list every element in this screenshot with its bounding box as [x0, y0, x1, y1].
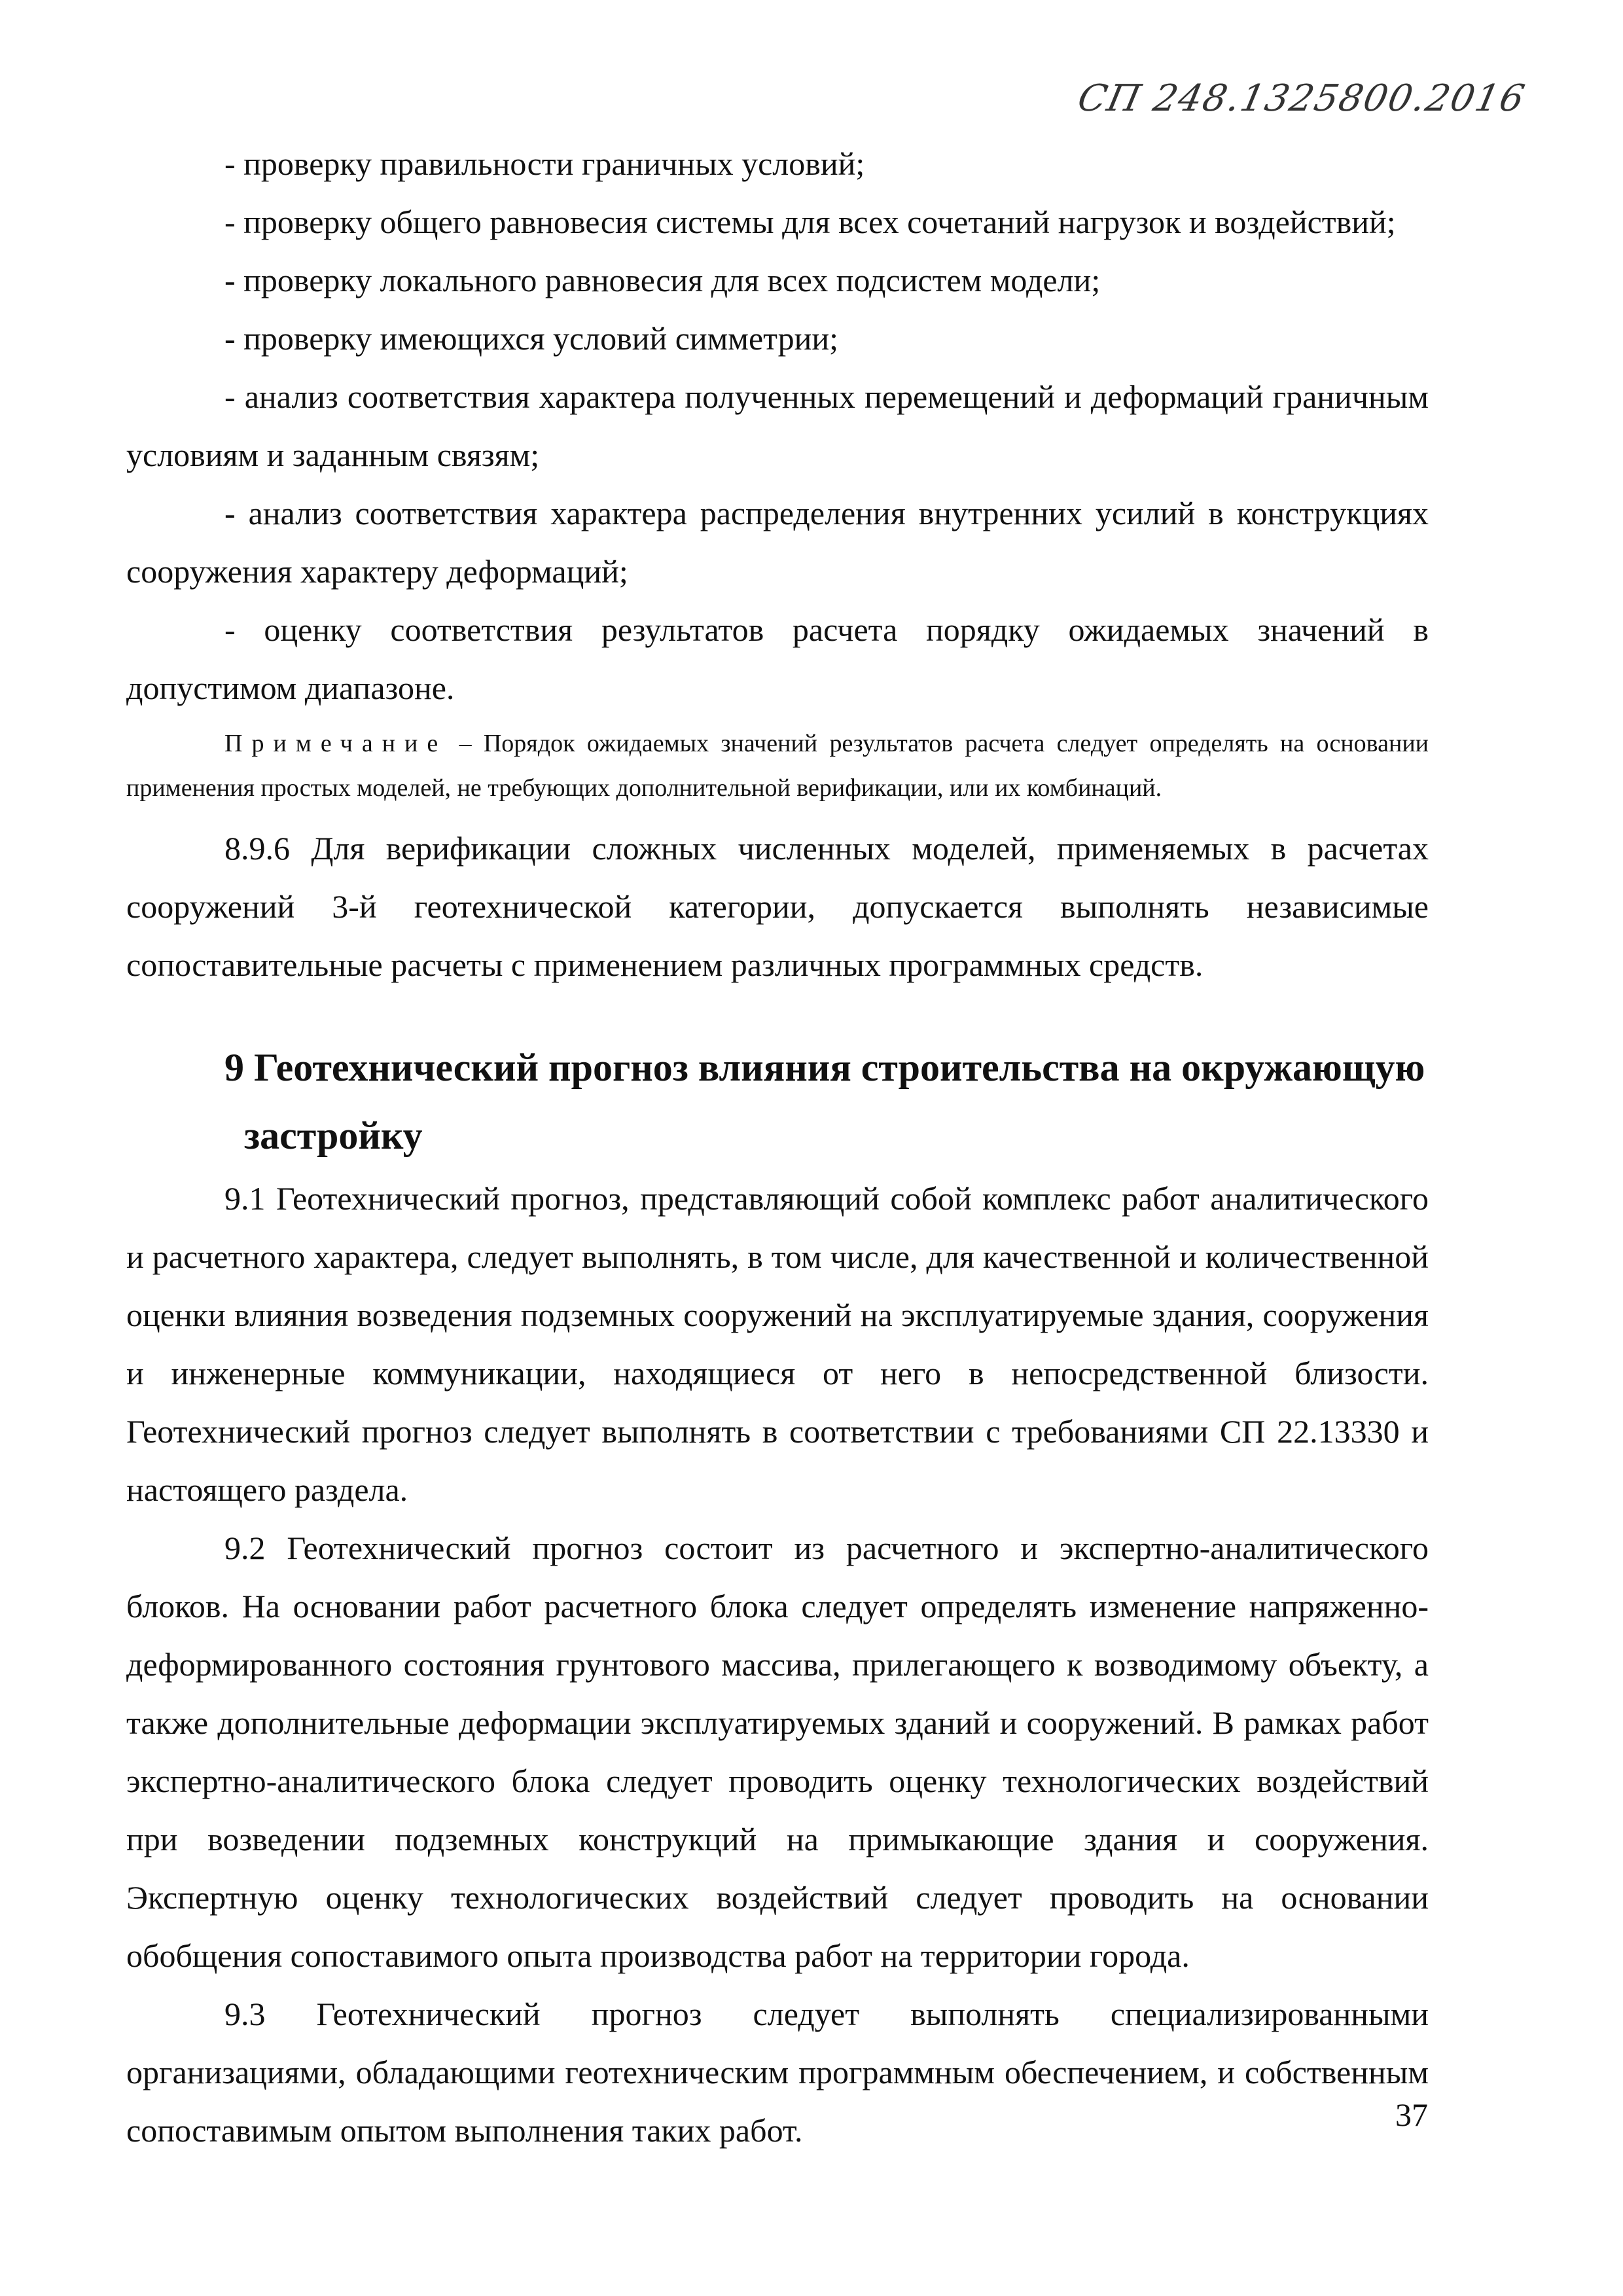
paragraph-8-9-6: 8.9.6 Для верификации сложных численных моделей, применяемых в расчетах сооружений 3-й геотехнической категории, допускается выполнять независимые сопоставительные расчеты с применением различных программных средств.	[126, 830, 1429, 983]
page-content	[126, 135, 1429, 2160]
list-item: - проверку имеющихся условий симметрии;	[224, 320, 839, 357]
handwritten-doc-code: СП 248.1325800.2016	[1074, 77, 1529, 120]
note-block	[126, 721, 1429, 810]
section-heading-line1: 9 Геотехнический прогноз влияния строительства на окружающую	[224, 1046, 1425, 1089]
section-heading-line2: застройку	[244, 1114, 423, 1157]
paragraph-9-3: 9.3 Геотехнический прогноз следует выполнять специализированными организациями, обладающими геотехническим программным обеспечением, и собственным сопоставимым опытом выполнения таких работ.	[126, 1996, 1429, 2149]
section-heading	[126, 1033, 1429, 1170]
paragraph-9-2: 9.2 Геотехнический прогноз состоит из расчетного и экспертно-аналитического блоков. На основании работ расчетного блока следует определять изменение напряженно-деформированного состояния грунтового массива, прилегающего к возводимому объекту, а также дополнительные деформации эксплуатируемых зданий и сооружений. В рамках работ экспертно-аналитического блока следует проводить оценку технологических воздействий при возведении подземных конструкций на примыкающие здания и сооружения. Экспертную оценку технологических воздействий следует проводить на основании обобщения сопоставимого опыта производства работ на территории города.	[126, 1530, 1429, 1974]
list-item: - проверку локального равновесия для всех подсистем модели;	[224, 262, 1101, 298]
list-item: - анализ соответствия характера полученных перемещений и деформаций граничным условиям и заданным связям;	[126, 378, 1429, 473]
note-label: Примечание	[224, 730, 448, 757]
paragraph-9-1: 9.1 Геотехнический прогноз, представляющий собой комплекс работ аналитического и расчетного характера, следует выполнять, в том числе, для качественной и количественной оценки влияния возведения подземных сооружений на эксплуатируемые здания, сооружения и инженерные коммуникации, находящиеся от него в непосредственной близости. Геотехнический прогноз следует выполнять в соответствии с требованиями СП 22.13330 и настоящего раздела.	[126, 1180, 1429, 1508]
list-item: - проверку общего равновесия системы для всех сочетаний нагрузок и воздействий;	[224, 204, 1396, 240]
list-item: - оценку соответствия результатов расчета порядку ожидаемых значений в допустимом диапазоне.	[126, 611, 1429, 706]
list-item: - проверку правильности граничных условий;	[224, 145, 865, 182]
page-number: 37	[1395, 2096, 1428, 2133]
list-item: - анализ соответствия характера распределения внутренних усилий в конструкциях сооружения характеру деформаций;	[126, 495, 1429, 590]
note-text: – Порядок ожидаемых значений результатов расчета следует определять на основании применения простых моделей, не требующих дополнительной верификации, или их комбинаций.	[126, 730, 1429, 802]
